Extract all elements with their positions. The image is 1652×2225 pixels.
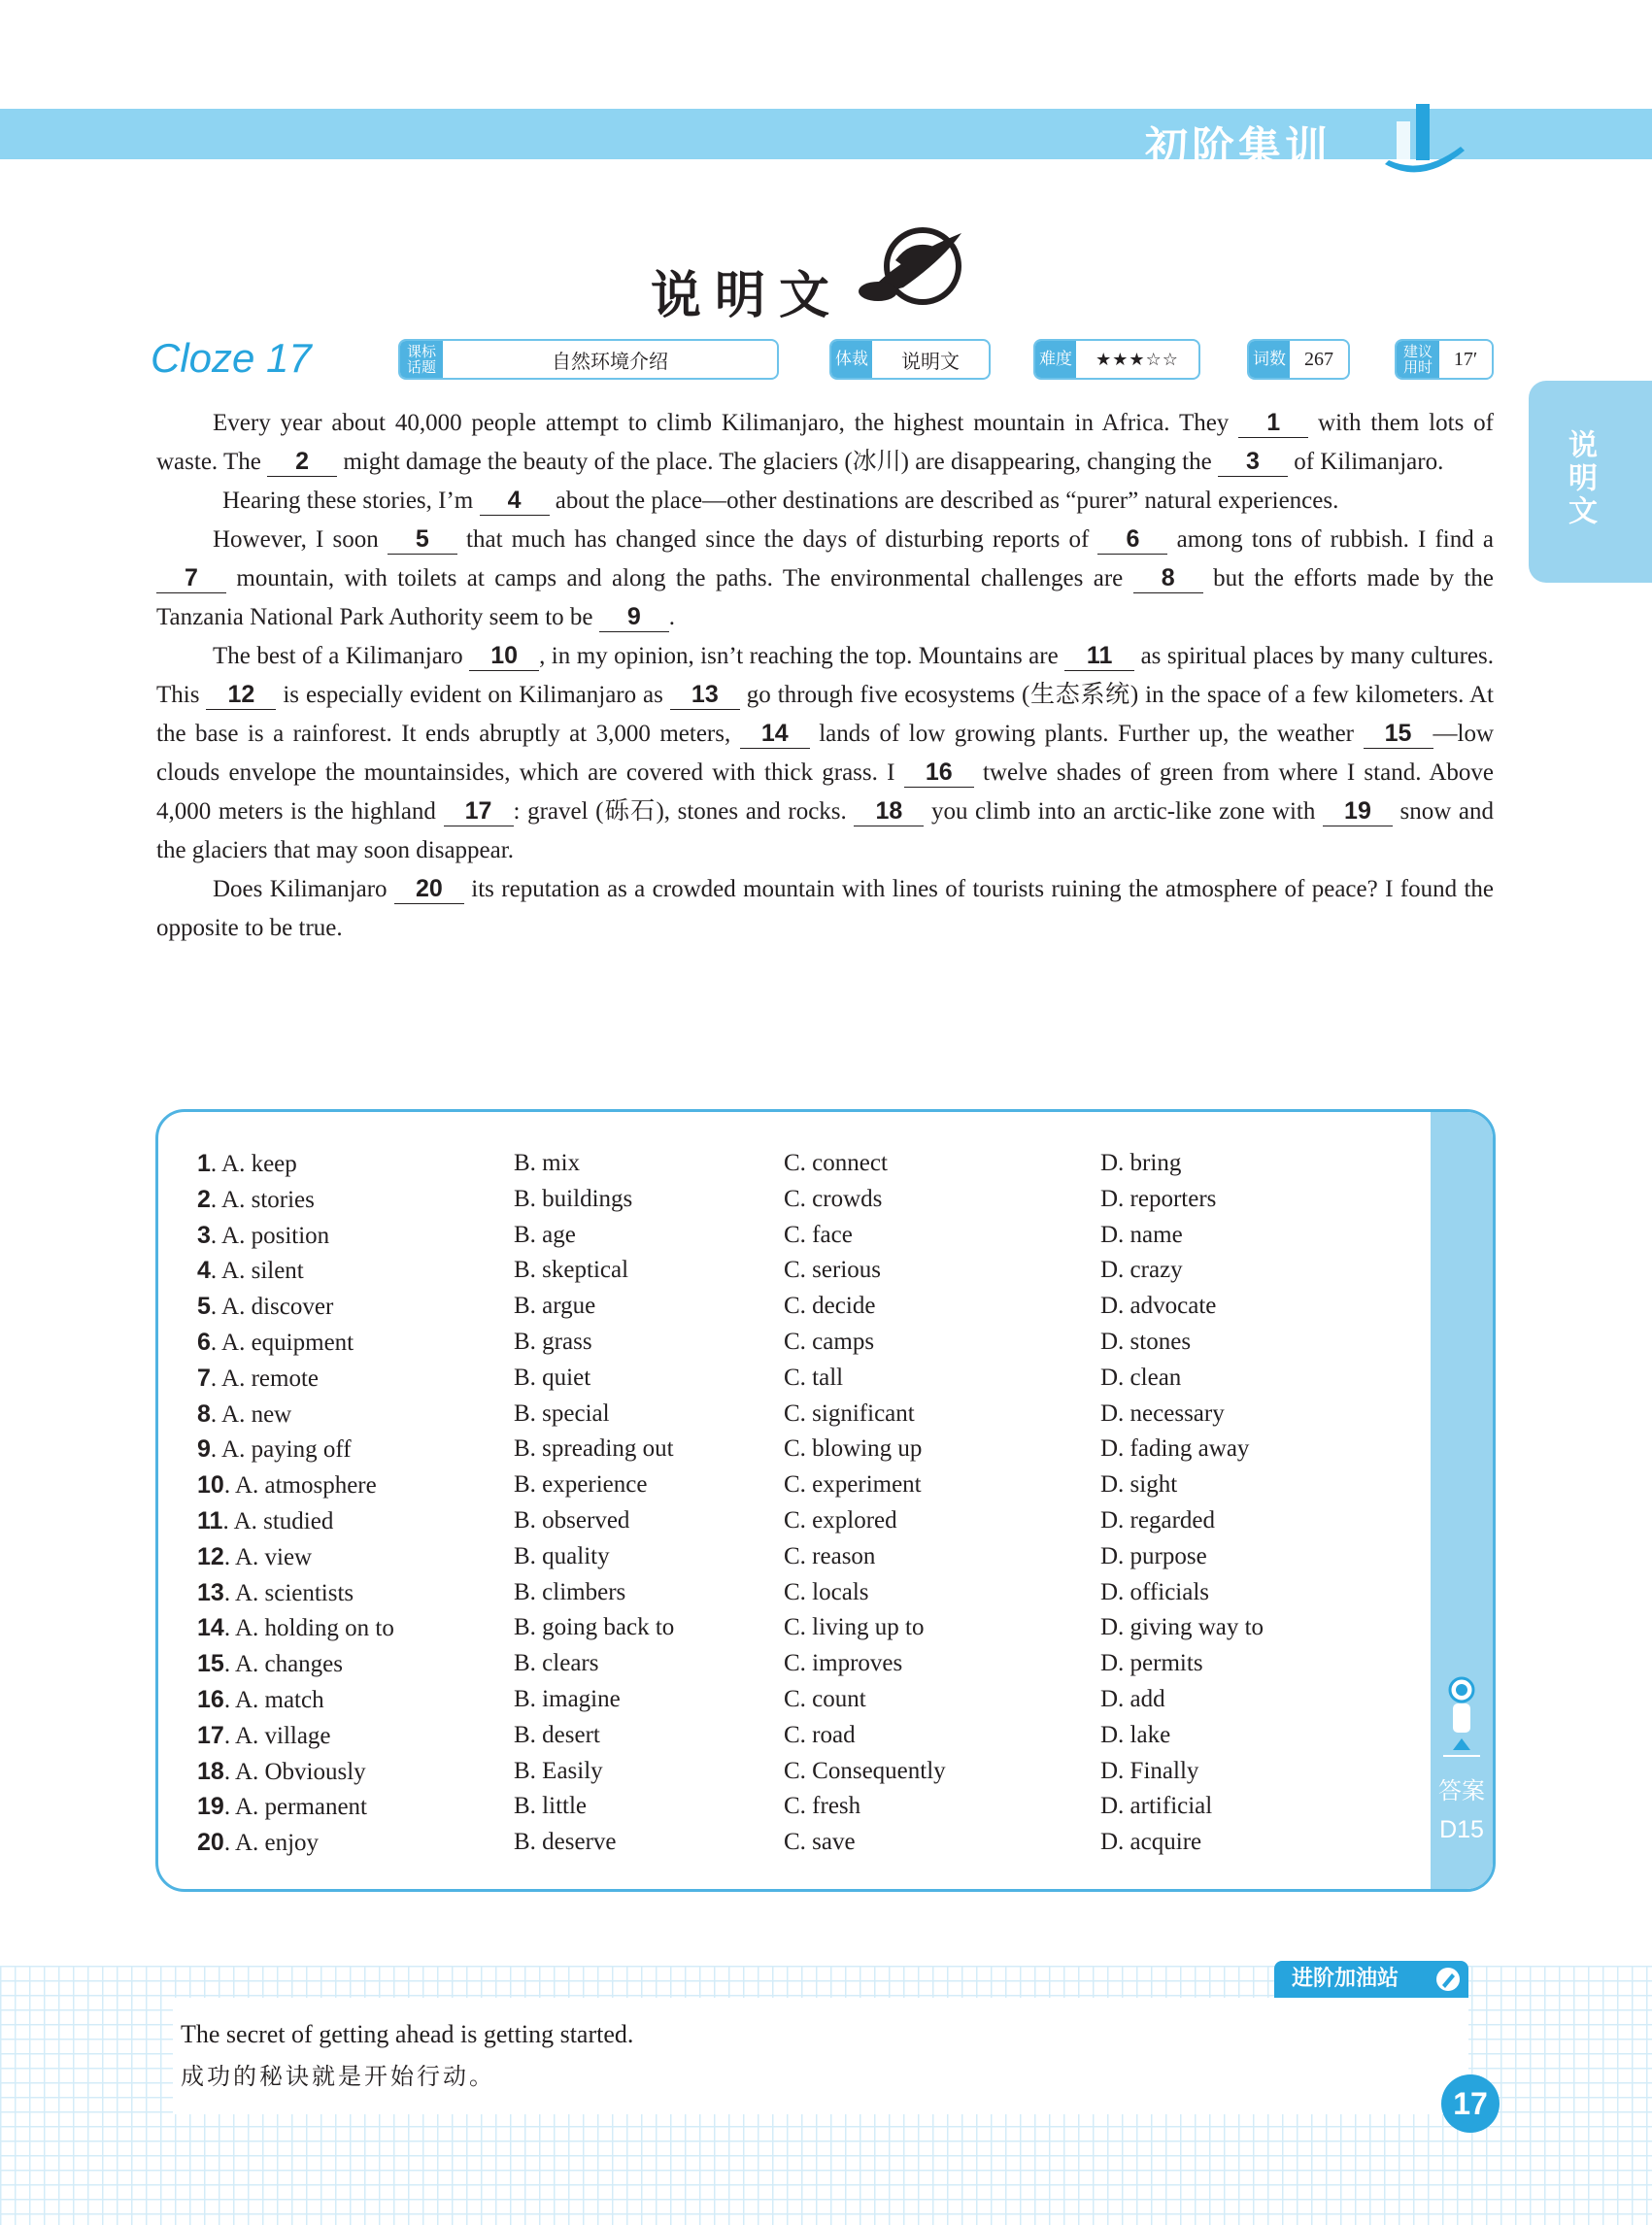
question-number: 17 [197, 1721, 224, 1749]
number-separator: . [210, 1186, 222, 1213]
option-d: D. bring [1100, 1150, 1182, 1176]
option-b: B. experience [514, 1471, 648, 1499]
option-a-text: A. position [221, 1222, 330, 1249]
option-row [197, 1146, 1431, 1182]
option-a [197, 1503, 333, 1540]
option-a [197, 1289, 333, 1326]
question-number: 1 [197, 1150, 211, 1177]
blank-11: 11 [1064, 641, 1134, 671]
question-number: 2 [197, 1185, 211, 1213]
option-a-text: A. remote [221, 1365, 319, 1392]
option-b: B. age [514, 1221, 576, 1248]
question-number: 7 [197, 1364, 211, 1392]
passage [156, 404, 1494, 948]
option-a-text: A. match [234, 1686, 324, 1713]
blank-10: 10 [469, 641, 539, 671]
blank-5: 5 [388, 524, 457, 555]
motto-badge-label: 进阶加油站 [1292, 1967, 1399, 1991]
number-separator: . [210, 1400, 222, 1428]
option-a-text: A. changes [234, 1651, 344, 1678]
answer-code: D15 [1439, 1816, 1484, 1843]
option-row [197, 1682, 1431, 1718]
option-a [197, 1718, 331, 1755]
series-title: 初阶集训 [1145, 123, 1332, 173]
genre-quill-icon [845, 221, 981, 311]
genre-heading: 说明文 [651, 267, 844, 325]
option-b: B. special [514, 1399, 610, 1427]
question-number: 8 [197, 1399, 211, 1428]
option-row [197, 1610, 1431, 1646]
option-c: C. serious [784, 1257, 881, 1284]
option-row [197, 1789, 1431, 1825]
option-b: B. imagine [514, 1685, 621, 1712]
blank-3: 3 [1218, 447, 1288, 477]
option-c: C. improves [784, 1650, 903, 1677]
pencil-badge-icon [1435, 1967, 1461, 1992]
pen-logo-icon [1379, 92, 1467, 180]
option-b: B. quality [514, 1542, 610, 1569]
option-row [197, 1467, 1431, 1503]
option-c: C. road [784, 1721, 856, 1748]
option-c: C. connect [784, 1150, 888, 1176]
topic-label: 课标话题 [400, 341, 443, 378]
option-d: D. fading away [1100, 1435, 1250, 1463]
number-separator: . [223, 1830, 235, 1857]
option-a-text: A. studied [233, 1507, 334, 1534]
question-number: 6 [197, 1328, 211, 1356]
option-c: C. camps [784, 1328, 875, 1355]
option-d: D. giving way to [1100, 1614, 1264, 1641]
motto-chinese: 成功的秘诀就是开始行动。 [181, 2063, 495, 2090]
number-separator: . [210, 1329, 222, 1356]
option-b: B. little [514, 1793, 587, 1820]
blank-1: 1 [1238, 408, 1308, 438]
option-a-text: A. paying off [221, 1436, 352, 1464]
option-row [197, 1503, 1431, 1539]
option-d: D. lake [1100, 1721, 1171, 1748]
option-d: D. acquire [1100, 1829, 1202, 1856]
option-b: B. Easily [514, 1757, 603, 1784]
option-c: C. Consequently [784, 1757, 946, 1784]
word-count-value: 267 [1304, 348, 1333, 370]
option-c: C. count [784, 1685, 866, 1712]
number-separator: . [210, 1294, 222, 1321]
word-count-label: 词数 [1249, 341, 1290, 378]
number-separator: . [223, 1472, 235, 1500]
option-c: C. explored [784, 1506, 897, 1534]
number-separator: . [222, 1507, 234, 1534]
question-number: 18 [197, 1757, 224, 1785]
passage-paragraph-2: Hearing these stories, I’m 4 about the place—other destinations are described as “purer” natural experiences. [222, 487, 1339, 514]
option-c: C. crowds [784, 1185, 883, 1212]
number-separator: . [223, 1722, 235, 1749]
option-d: D. officials [1100, 1578, 1210, 1605]
option-a-text: A. keep [221, 1151, 297, 1177]
option-d: D. necessary [1100, 1399, 1225, 1427]
option-c: C. save [784, 1829, 856, 1856]
blank-9: 9 [599, 602, 669, 632]
option-a [197, 1575, 354, 1612]
blank-12: 12 [206, 680, 276, 710]
word-count-tag [1247, 339, 1350, 380]
question-number: 20 [197, 1829, 224, 1857]
option-b: B. quiet [514, 1364, 591, 1391]
option-a [197, 1646, 343, 1683]
passage-paragraph-4: The best of a Kilimanjaro 10 , in my opinion, isn’t reaching the top. Mountains are 11 as spiritual places by many cultures. This 12 is especially evident on Kilimanjaro as 13 go through five ecosystems (生态系统) in the space of a few kilometers. At the base is a rainforest. It ends abruptly at 3,000 meters, 14 lands of low growing plants. Further up, the weather 15 —low clouds envelope the mountainsides, which are covered with thick grass. I 16 twelve shades of green from where I stand. Above 4,000 meters is the highland 17 : gravel (砾石), stones and rocks. 18 you climb into an arctic-like zone with 19 snow and the glaciers that may soon disappear. [156, 642, 1495, 863]
option-a-text: A. holding on to [234, 1615, 394, 1642]
genre-value: 说明文 [901, 349, 960, 373]
question-number: 5 [197, 1293, 211, 1321]
option-a [197, 1789, 367, 1826]
option-a [197, 1682, 324, 1719]
option-a-text: A. atmosphere [234, 1472, 377, 1500]
question-number: 3 [197, 1221, 211, 1249]
option-c: C. experiment [784, 1471, 922, 1499]
option-d: D. name [1100, 1221, 1183, 1248]
option-c: C. living up to [784, 1614, 925, 1641]
option-d: D. purpose [1100, 1542, 1207, 1569]
option-c: C. decide [784, 1293, 876, 1320]
option-c: C. locals [784, 1578, 869, 1605]
question-number: 14 [197, 1614, 224, 1642]
time-value: 17′ [1453, 348, 1478, 370]
option-a [197, 1253, 304, 1290]
blank-14: 14 [740, 719, 810, 749]
option-b: B. desert [514, 1721, 600, 1748]
topic-tag [398, 339, 779, 380]
option-row [197, 1754, 1431, 1790]
option-b: B. argue [514, 1293, 596, 1320]
option-a-text: A. scientists [234, 1579, 354, 1606]
option-a-text: A. discover [221, 1294, 334, 1321]
passage-paragraph-1: Every year about 40,000 people attempt to climb Kilimanjaro, the highest mountain in Africa. They 1 with them lots of waste. The 2 might damage the beauty of the place. The glaciers (冰川) are disappearing, changing the 3 of Kilimanjaro. [156, 409, 1494, 475]
topic-value: 自然环境介绍 [552, 349, 668, 373]
question-number: 4 [197, 1257, 211, 1285]
option-d: D. advocate [1100, 1293, 1217, 1320]
blank-7: 7 [156, 563, 226, 593]
cloze-title: Cloze 17 [151, 335, 312, 381]
option-d: D. crazy [1100, 1257, 1183, 1284]
option-d: D. permits [1100, 1650, 1203, 1677]
time-tag [1395, 339, 1494, 380]
time-label: 建议用时 [1397, 341, 1439, 378]
question-number: 11 [197, 1506, 223, 1534]
question-number: 9 [197, 1435, 211, 1464]
option-a-text: A. stories [221, 1186, 315, 1213]
option-a-text: A. silent [221, 1258, 304, 1285]
number-separator: . [223, 1758, 235, 1785]
number-separator: . [223, 1686, 235, 1713]
option-a-text: A. view [234, 1543, 313, 1570]
answer-label: 答案 [1438, 1777, 1485, 1804]
option-b: B. buildings [514, 1185, 633, 1212]
number-separator: . [223, 1651, 235, 1678]
option-row [197, 1253, 1431, 1289]
option-c: C. significant [784, 1399, 915, 1427]
option-a [197, 1467, 377, 1504]
option-row [197, 1825, 1431, 1861]
option-b: B. grass [514, 1328, 592, 1355]
option-b: B. mix [514, 1150, 581, 1176]
option-b: B. going back to [514, 1614, 675, 1641]
difficulty-label: 难度 [1035, 341, 1076, 378]
number-separator: . [223, 1579, 235, 1606]
option-row [197, 1432, 1431, 1467]
option-d: D. stones [1100, 1328, 1192, 1355]
option-b: B. spreading out [514, 1435, 674, 1463]
blank-19: 19 [1323, 796, 1393, 826]
question-number: 15 [197, 1650, 224, 1678]
option-d: D. artificial [1100, 1793, 1213, 1820]
option-a [197, 1754, 366, 1791]
difficulty-tag [1033, 339, 1200, 380]
option-d: D. regarded [1100, 1506, 1215, 1534]
number-separator: . [223, 1794, 235, 1821]
motto-card [173, 1998, 1468, 2114]
option-b: B. skeptical [514, 1257, 629, 1284]
option-c: C. blowing up [784, 1435, 923, 1463]
option-d: D. add [1100, 1685, 1165, 1712]
option-c: C. reason [784, 1542, 876, 1569]
option-a [197, 1182, 315, 1219]
option-row [197, 1182, 1431, 1218]
blank-15: 15 [1364, 719, 1433, 749]
blank-16: 16 [904, 758, 974, 788]
motto-english: The secret of getting ahead is getting started. [181, 2020, 634, 2048]
number-separator: . [223, 1543, 235, 1570]
side-tab [1529, 381, 1652, 583]
motto-badge [1274, 1961, 1468, 1998]
blank-6: 6 [1097, 524, 1167, 555]
blank-17: 17 [444, 796, 514, 826]
option-a-text: A. Obviously [234, 1758, 366, 1785]
blank-20: 20 [394, 874, 464, 904]
option-b: B. observed [514, 1506, 630, 1534]
option-a-text: A. permanent [234, 1794, 367, 1821]
question-number: 12 [197, 1542, 224, 1570]
option-a [197, 1146, 297, 1183]
option-d: D. clean [1100, 1364, 1182, 1391]
option-row [197, 1718, 1431, 1754]
page-number: 17 [1441, 2074, 1500, 2133]
blank-8: 8 [1133, 563, 1203, 593]
passage-paragraph-3: However, I soon 5 that much has changed since the days of disturbing reports of 6 among tons of rubbish. I find a 7 mountain, with toilets at camps and along the paths. The environmental challenges are 8 but the efforts made by the Tanzania National Park Authority seem to be 9 . [156, 525, 1495, 630]
blank-18: 18 [854, 796, 924, 826]
passage-paragraph-5: Does Kilimanjaro 20 its reputation as a crowded mountain with lines of tourists ruining the atmosphere of peace? I found the opposite to be true. [156, 875, 1494, 941]
genre-label: 体裁 [831, 341, 872, 378]
option-row [197, 1397, 1431, 1433]
option-a [197, 1361, 319, 1398]
blank-13: 13 [670, 680, 740, 710]
option-row [197, 1361, 1431, 1397]
option-d: D. sight [1100, 1471, 1178, 1499]
genre-tag [829, 339, 991, 380]
side-tab-label: 说明文 [1563, 429, 1597, 528]
option-row [197, 1539, 1431, 1575]
question-number: 19 [197, 1793, 224, 1821]
option-a-text: A. new [221, 1400, 292, 1428]
option-row [197, 1218, 1431, 1254]
option-a [197, 1432, 352, 1468]
number-separator: . [210, 1436, 222, 1464]
option-row [197, 1325, 1431, 1361]
magnifier-person-icon [1439, 1674, 1484, 1762]
number-separator: . [210, 1151, 222, 1177]
question-number: 10 [197, 1471, 224, 1500]
option-d: D. reporters [1100, 1185, 1217, 1212]
blank-4: 4 [480, 486, 550, 516]
option-a-text: A. enjoy [234, 1830, 320, 1857]
option-c: C. face [784, 1221, 853, 1248]
option-a [197, 1539, 312, 1576]
option-a [197, 1325, 354, 1362]
option-b: B. deserve [514, 1829, 617, 1856]
number-separator: . [210, 1222, 222, 1249]
option-a [197, 1397, 291, 1433]
question-number: 13 [197, 1578, 224, 1606]
option-a-text: A. equipment [221, 1329, 354, 1356]
option-a [197, 1218, 329, 1255]
number-separator: . [210, 1365, 222, 1392]
number-separator: . [210, 1258, 222, 1285]
option-c: C. tall [784, 1364, 844, 1391]
option-a [197, 1610, 394, 1647]
question-number: 16 [197, 1685, 224, 1713]
number-separator: . [223, 1615, 235, 1642]
option-d: D. Finally [1100, 1757, 1199, 1784]
option-a-text: A. village [234, 1722, 331, 1749]
blank-2: 2 [267, 447, 337, 477]
option-row [197, 1646, 1431, 1682]
option-row [197, 1575, 1431, 1611]
option-c: C. fresh [784, 1793, 861, 1820]
difficulty-stars: ★★★☆☆ [1096, 349, 1179, 370]
option-b: B. climbers [514, 1578, 626, 1605]
option-a [197, 1825, 319, 1862]
option-b: B. clears [514, 1650, 599, 1677]
option-row [197, 1289, 1431, 1325]
option-list [197, 1146, 1431, 1861]
